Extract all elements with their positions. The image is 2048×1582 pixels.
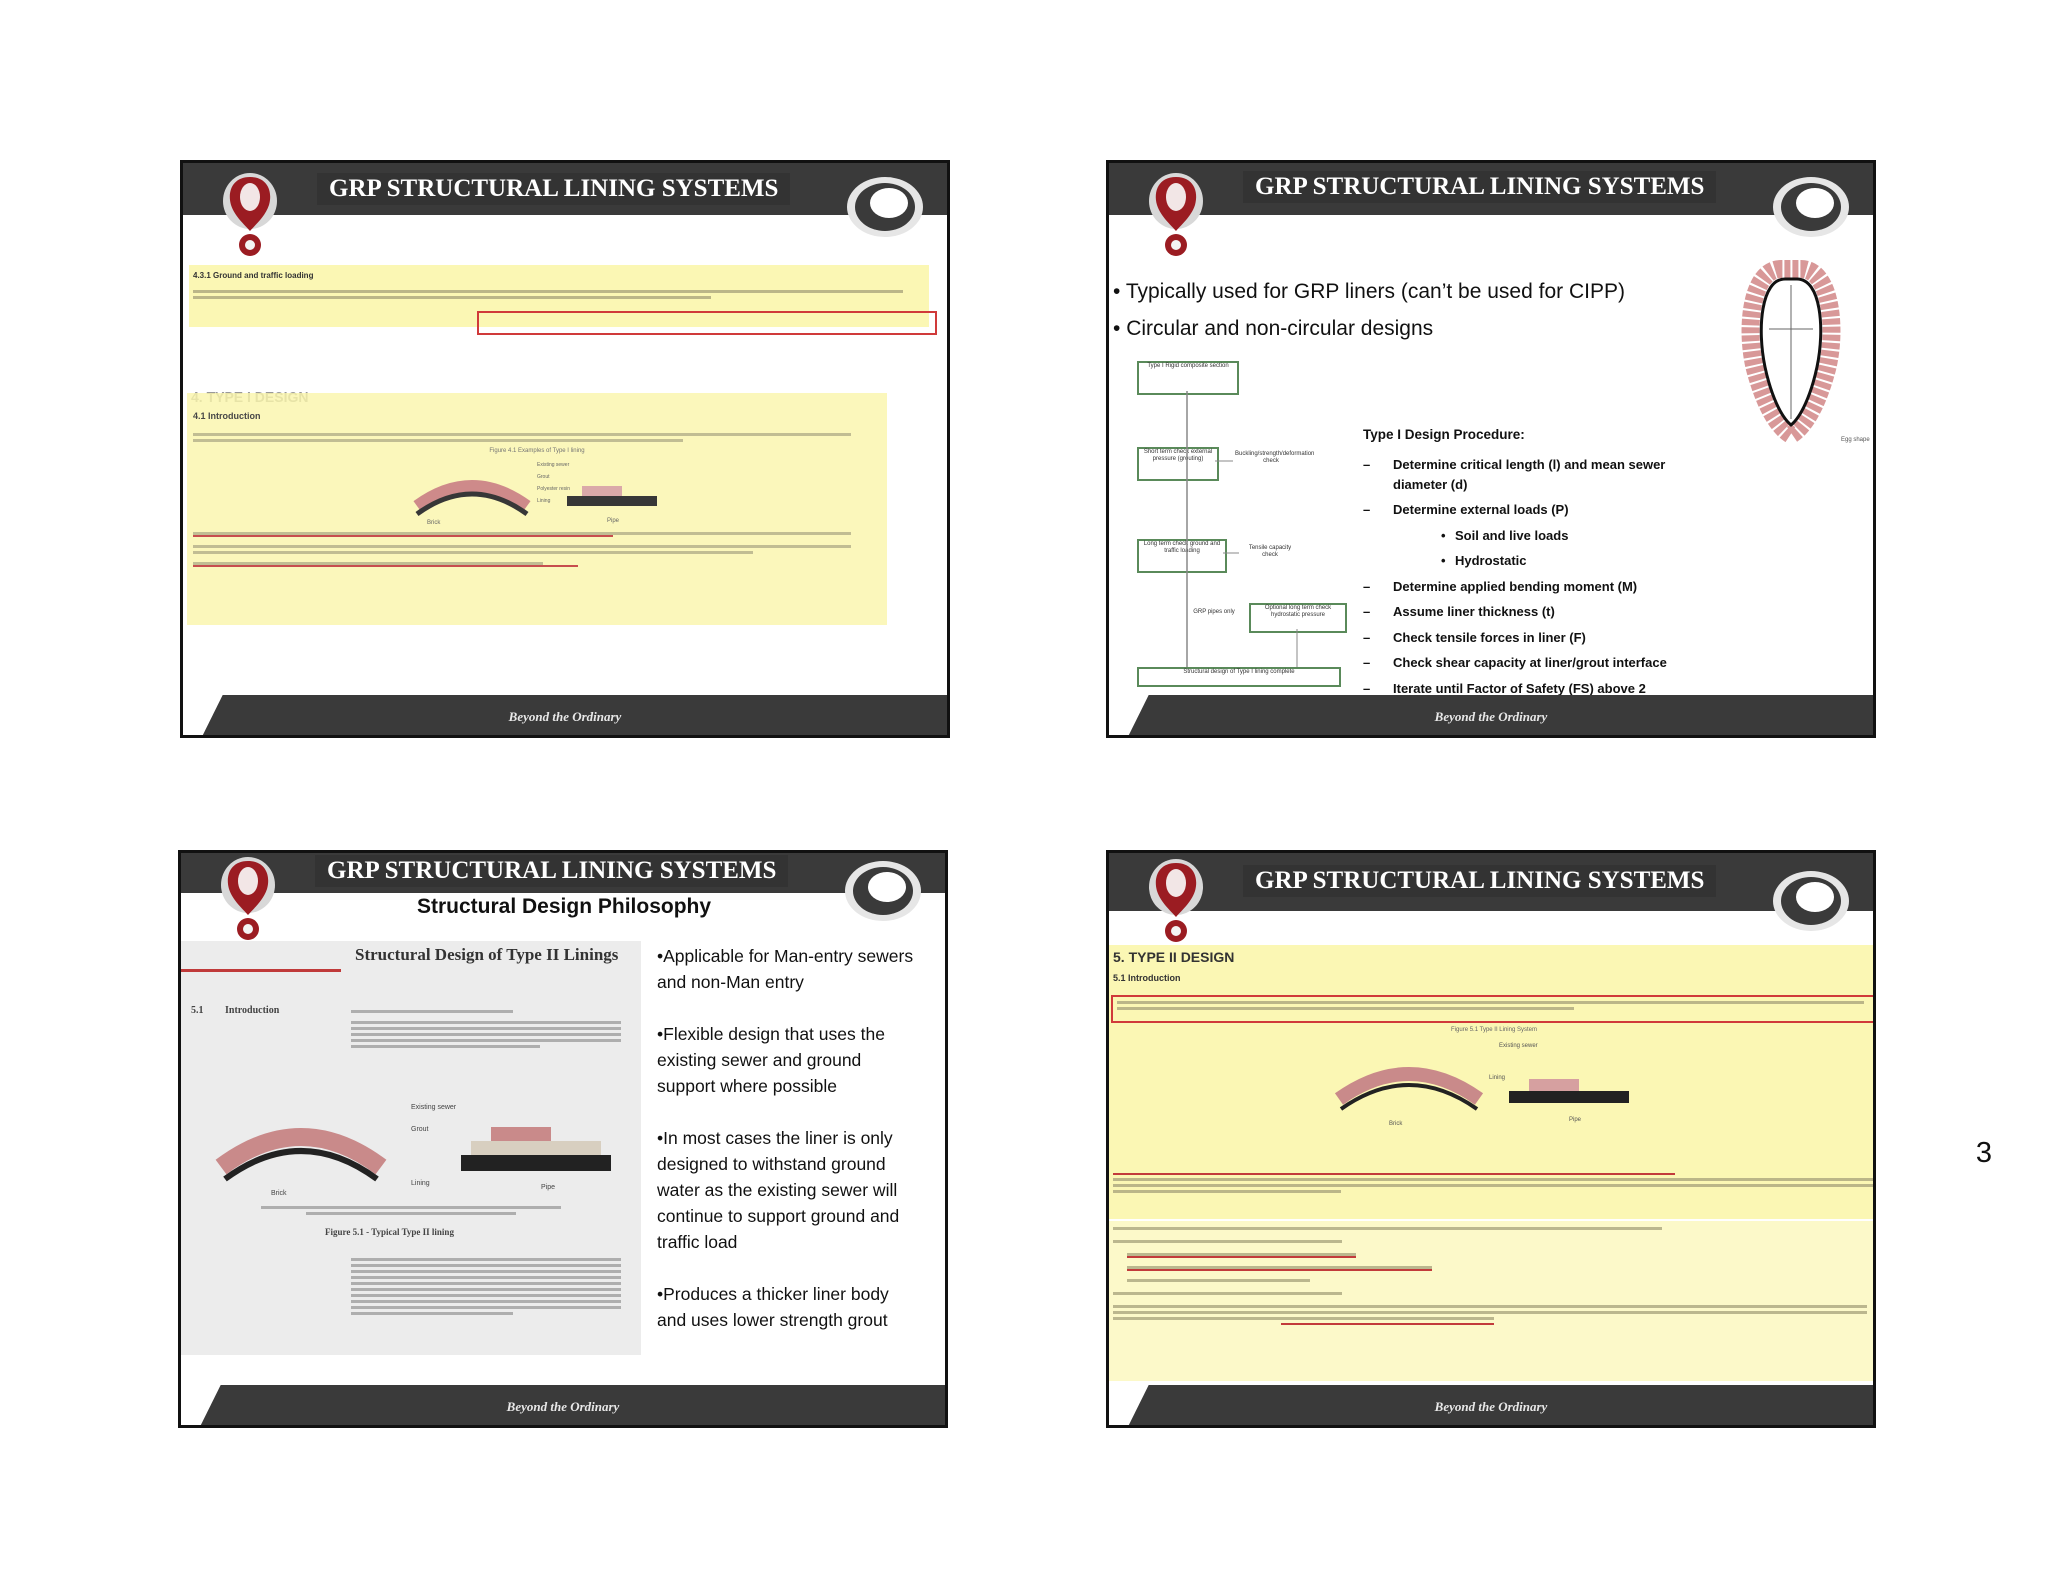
egg-shape-label: Egg shape	[1841, 437, 1870, 443]
procedure-subitem: • Soil and live loads	[1441, 527, 1569, 543]
scan-subsection: 5.1 Introduction	[1113, 973, 1181, 983]
scan-excerpt-paragraphs	[1109, 1221, 1876, 1381]
ring-logo-icon	[843, 859, 923, 923]
flow-box: Long term check ground and traffic loading	[1137, 539, 1227, 573]
brand-logo-icon	[1147, 171, 1205, 261]
slide-subtitle: Structural Design Philosophy	[417, 895, 712, 918]
bullet-item: •Flexible design that uses the existing sewer and ground support where possible	[657, 1024, 885, 1096]
flow-box: Optional long term check hydrostatic pressure	[1249, 603, 1347, 633]
slide-title: GRP STRUCTURAL LINING SYSTEMS	[315, 855, 788, 887]
flow-box: Tensile capacity check	[1239, 543, 1301, 563]
highlight-box	[477, 311, 937, 335]
flow-box: Short term check external pressure (grouting)	[1137, 447, 1219, 481]
footer-tagline: Beyond the Ordinary	[1434, 1399, 1548, 1414]
scan-section-title: Introduction	[225, 1005, 280, 1016]
fig-label-lining: Lining	[1489, 1075, 1506, 1081]
scan-section-label: 4.3.1 Ground and traffic loading	[193, 271, 314, 280]
type-i-lining-figure	[407, 456, 667, 526]
scan-excerpt-type-i	[187, 393, 887, 625]
flow-box: Buckling/strength/deformation check	[1233, 449, 1309, 475]
slide-type-i-procedure	[1106, 160, 1876, 738]
slide-bullets	[1113, 273, 1625, 347]
slide-title: GRP STRUCTURAL LINING SYSTEMS	[317, 173, 790, 205]
fig-label-grout: Grout	[537, 474, 550, 480]
procedure-item: – Assume liner thickness (t)	[1363, 604, 1555, 619]
procedure-list	[1363, 455, 1723, 698]
scan-label-existing-sewer: Existing sewer	[411, 1104, 457, 1111]
procedure-item: – Check tensile forces in liner (F)	[1363, 629, 1586, 645]
scan-label-pipe: Pipe	[541, 1184, 556, 1191]
scan-figure-caption: Figure 5.1 Type II Lining System	[1451, 1027, 1537, 1033]
egg-shape-sewer-figure	[1741, 249, 1876, 445]
scan-label-grout: Grout	[411, 1126, 429, 1133]
footer-tagline: Beyond the Ordinary	[1434, 709, 1548, 724]
slide-title: GRP STRUCTURAL LINING SYSTEMS	[1243, 865, 1716, 897]
procedure-title: Type I Design Procedure:	[1363, 427, 1525, 442]
ring-logo-icon	[1771, 175, 1851, 239]
slide-design-philosophy	[178, 850, 948, 1428]
ring-logo-icon	[1771, 869, 1851, 933]
slide-title: GRP STRUCTURAL LINING SYSTEMS	[1243, 171, 1716, 203]
brand-logo-icon	[1147, 857, 1205, 947]
scan-excerpt-type-ii	[1109, 945, 1876, 1219]
slide-header	[1109, 163, 1873, 215]
fig-label-existing-sewer: Existing sewer	[1499, 1043, 1538, 1049]
type-ii-lining-figure	[211, 1097, 621, 1197]
slide-type-ii-design	[1106, 850, 1876, 1428]
procedure-item: – Determine applied bending moment (M)	[1363, 578, 1638, 594]
type-ii-lining-system-figure	[1329, 1039, 1649, 1129]
brand-logo-icon	[219, 855, 277, 945]
fig-label-pipe: Pipe	[1569, 1117, 1582, 1123]
scan-label-brick: Brick	[271, 1190, 287, 1197]
bullet-item: •In most cases the liner is only designed to withstand ground water as the existing sewer will continue to support ground and traffic load	[657, 1128, 900, 1252]
procedure-item: – Iterate until Factor of Safety (FS) above 2	[1363, 680, 1646, 696]
procedure-subitem: • Hydrostatic	[1441, 553, 1527, 568]
bullet-item: •Applicable for Man-entry sewers and non-Man entry	[657, 946, 914, 992]
fig-label-pipe: Pipe	[607, 518, 620, 524]
flow-box: GRP pipes only	[1187, 607, 1241, 625]
philosophy-bullets	[657, 943, 921, 1333]
scan-section-title: 5. TYPE II DESIGN	[1113, 949, 1235, 965]
scanned-document-excerpt	[181, 941, 641, 1355]
fig-label-existing-sewer: Existing sewer	[537, 462, 570, 468]
slide-header	[1109, 853, 1873, 911]
footer-tagline: Beyond the Ordinary	[508, 709, 622, 724]
fig-label-brick: Brick	[1389, 1121, 1403, 1127]
scan-figure-caption: Figure 4.1 Examples of Type I lining	[489, 448, 585, 454]
flow-box: Structural design of Type I lining complete	[1137, 667, 1341, 687]
highlight-box	[1111, 995, 1876, 1023]
scan-figure-caption: Figure 5.1 - Typical Type II lining	[325, 1227, 454, 1237]
procedure-item: – Check shear capacity at liner/grout interface	[1363, 655, 1667, 670]
fig-label-lining: Lining	[537, 498, 551, 504]
scan-subsection: 4.1 Introduction	[193, 411, 261, 421]
slide-type-i-design	[180, 160, 950, 738]
brand-logo-icon	[221, 171, 279, 261]
scan-title: Structural Design of Type II Linings	[355, 945, 619, 964]
scan-section-number: 5.1	[191, 1005, 204, 1016]
flowchart-connectors	[1137, 391, 1357, 671]
fig-label-brick: Brick	[427, 520, 441, 526]
procedure-item: – Determine external loads (P)	[1363, 502, 1569, 517]
bullet-item: •Produces a thicker liner body and uses lower strength grout	[657, 1284, 889, 1330]
procedure-item: – Determine critical length (l) and mean sewer diameter (d)	[1363, 457, 1666, 492]
flow-box: Type I Rigid composite section	[1137, 361, 1239, 395]
bullet-item: • Typically used for GRP liners (can’t be used for CIPP)	[1113, 280, 1625, 303]
ring-logo-icon	[845, 175, 925, 239]
slide-header	[183, 163, 947, 215]
footer-tagline: Beyond the Ordinary	[506, 1399, 620, 1414]
bullet-item: • Circular and non-circular designs	[1113, 317, 1434, 340]
page-number: 3	[1975, 1137, 1992, 1169]
scan-label-lining: Lining	[411, 1180, 430, 1187]
slide-header	[181, 853, 945, 893]
fig-label-resin: Polyester resin	[537, 486, 571, 492]
